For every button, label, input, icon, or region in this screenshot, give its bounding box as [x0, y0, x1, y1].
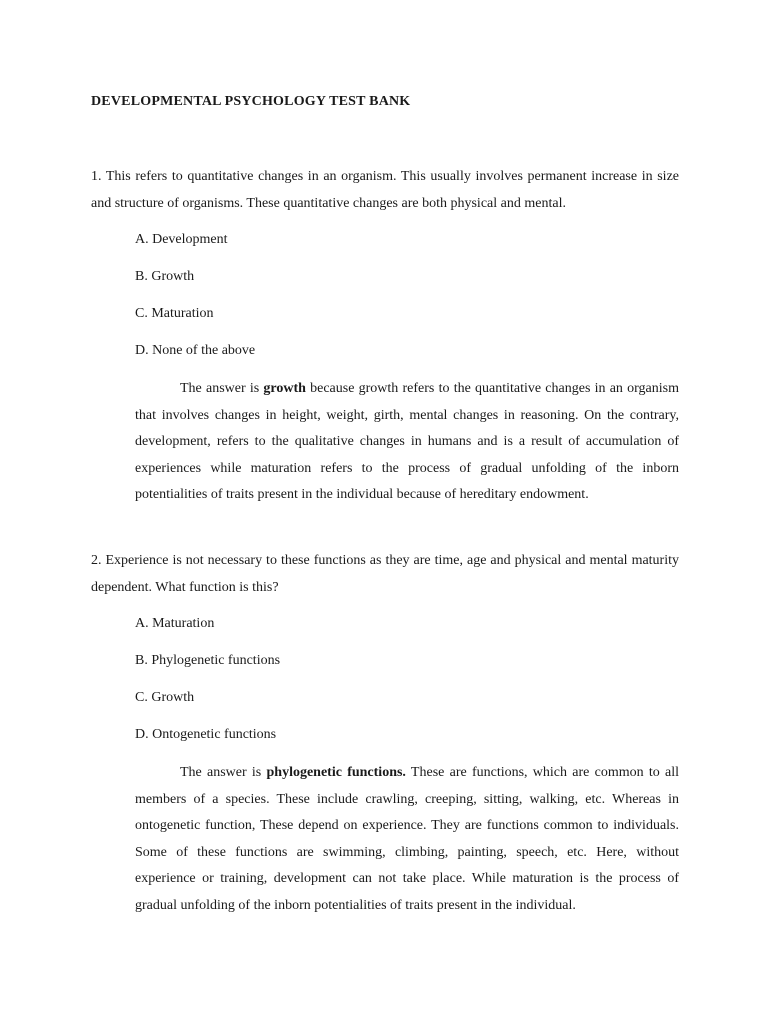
- answer-body: These are functions, which are common to all members of a species. These include crawling, creeping, sitting, walking, etc. Whereas in ontogenetic function, These depend on experience. They are functions common to individuals. Some of these functions are swimming, climbing, painting, speech, etc. Here, without experience or training, development can not take place. While maturation is the process of gradual unfolding of the inborn potentialities of traits present in the individual.: [135, 765, 679, 913]
- question-1-text: 1. This refers to quantitative changes in an organism. This usually involves permanent increase in size and structure of organisms. These quantitative changes are both physical and mental.: [91, 169, 679, 211]
- question-1-option-b: B. Growth: [135, 269, 195, 284]
- question-1-option-d: D. None of the above: [135, 343, 256, 358]
- document-title: DEVELOPMENTAL PSYCHOLOGY TEST BANK: [91, 94, 411, 109]
- question-1-option-a: A. Development: [135, 232, 228, 247]
- answer-prefix: The answer is: [180, 381, 264, 396]
- question-2-option-d: D. Ontogenetic functions: [135, 727, 277, 742]
- question-2-option-b: B. Phylogenetic functions: [135, 653, 281, 668]
- question-1-answer-explanation: [135, 376, 679, 509]
- question-1-option-c: C. Maturation: [135, 306, 214, 321]
- question-2-text: 2. Experience is not necessary to these functions as they are time, age and physical and mental maturity dependent. What function is this?: [91, 553, 679, 595]
- answer-body: because growth refers to the quantitative changes in an organism that involves changes in height, weight, girth, mental changes in reasoning. On the contrary, development, refers to the qualitative changes in humans and is a result of accumulation of experiences while maturation refers to the process of gradual unfolding of the inborn potentialities of traits present in the individual because of hereditary endowment.: [135, 381, 679, 503]
- answer-keyword: phylogenetic functions.: [266, 765, 406, 780]
- question-2-option-c: C. Growth: [135, 690, 195, 705]
- answer-prefix: The answer is: [180, 765, 267, 780]
- question-2-answer-explanation: [135, 760, 679, 920]
- question-2-option-a: A. Maturation: [135, 616, 215, 631]
- answer-keyword: growth: [263, 381, 306, 396]
